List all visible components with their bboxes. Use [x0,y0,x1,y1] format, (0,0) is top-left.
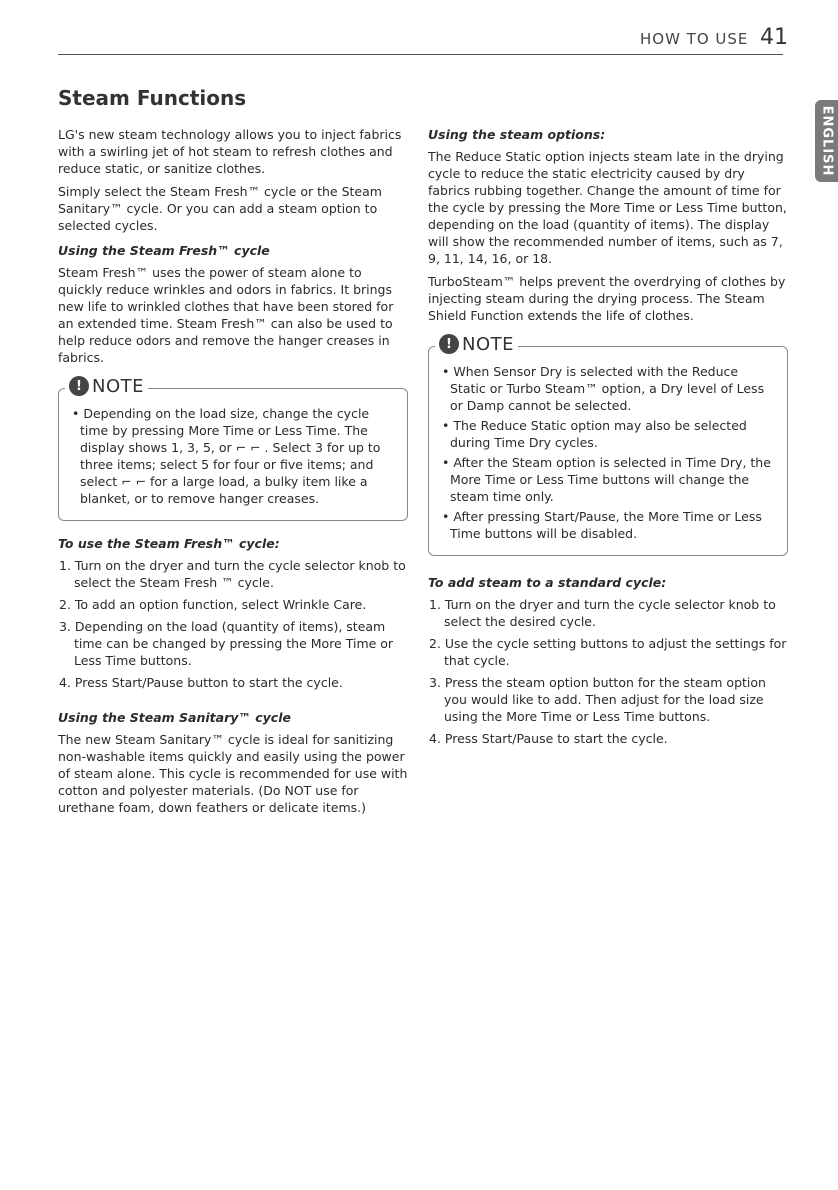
note-item: • Depending on the load size, change the cycle time by pressing More Time or Less Time. The display shows 1, 3, 5, or ⌐ ⌐ . Select 3 for up to three items; select 5 for four or five items; and select ⌐ ⌐ for a large load, a bulky item like a blanket, or to remove hanger creases. [72,406,381,506]
note-box-right [428,333,788,556]
step-item: 2. To add an option function, select Wrinkle Care. [59,597,367,612]
step-item: 1. Turn on the dryer and turn the cycle selector knob to select the Steam Fresh ™ cycle. [59,558,406,590]
step-item: 4. Press Start/Pause button to start the cycle. [59,675,343,690]
steam-fresh-body: Steam Fresh™ uses the power of steam alone to quickly reduce wrinkles and odors in fabrics. It brings new life to wrinkled clothes that have been stored for an extended time. Steam Fresh™ can also be used to help reduce odors and remove the hanger creases in fabrics. [58,265,394,365]
note-box-left [58,375,408,521]
note-item: • When Sensor Dry is selected with the Reduce Static or Turbo Steam™ option, a Dry level of Less or Damp cannot be selected. [442,364,765,413]
intro-paragraph-2: Simply select the Steam Fresh™ cycle or the Steam Sanitary™ cycle. Or you can add a steam option to selected cycles. [58,184,382,233]
note-icon: ! [439,334,459,354]
step-item: 2. Use the cycle setting buttons to adjust the settings for that cycle. [429,636,787,668]
steam-options-heading: Using the steam options: [428,127,606,142]
note-icon: ! [69,376,89,396]
steam-fresh-heading: Using the Steam Fresh™ cycle [58,243,270,258]
intro-paragraph: LG's new steam technology allows you to inject fabrics with a swirling jet of hot steam to refresh clothes and reduce static, or sanitize clothes. [58,127,402,176]
note-label: NOTE [462,333,515,355]
steam-sanitary-body: The new Steam Sanitary™ cycle is ideal for sanitizing non-washable items quickly and easily using the power of steam alone. This cycle is recommended for use with cotton and polyester materials. (Do NOT use for urethane foam, down feathers or delicate items.) [58,732,408,815]
section-title: Steam Functions [58,86,247,110]
running-head: HOW TO USE [640,30,749,48]
step-item: 4. Press Start/Pause to start the cycle. [429,731,668,746]
note-label: NOTE [92,375,145,397]
use-steam-fresh-heading: To use the Steam Fresh™ cycle: [58,536,280,551]
note-item: • After the Steam option is selected in Time Dry, the More Time or Less Time buttons will change the steam time only. [442,455,771,504]
page-number: 41 [760,25,788,50]
steam-options-body: The Reduce Static option injects steam late in the drying cycle to reduce the static electricity caused by dry fabrics rubbing together. Change the amount of time for the cycle by pressing the More Time or Less Time button, depending on the load (quantity of items). The display will show the recommended number of items, such as 7, 9, 11, 14, 16, or 18. [428,149,787,266]
note-header [435,334,518,354]
step-item: 1. Turn on the dryer and turn the cycle selector knob to select the desired cycle. [429,597,776,629]
step-item: 3. Depending on the load (quantity of items), steam time can be changed by pressing the More Time or Less Time buttons. [59,619,394,668]
header-rule [58,54,783,55]
note-header [65,376,148,396]
note-item: • The Reduce Static option may also be selected during Time Dry cycles. [442,418,747,450]
left-column [58,126,408,822]
step-item: 3. Press the steam option button for the steam option you would like to add. Then adjust for the load size using the More Time or Less Time buttons. [429,675,766,724]
turbosteam-body: TurboSteam™ helps prevent the overdrying of clothes by injecting steam during the drying process. The Steam Shield Function extends the life of clothes. [428,274,786,323]
steam-sanitary-heading: Using the Steam Sanitary™ cycle [58,710,291,725]
note-item: • After pressing Start/Pause, the More Time or Less Time buttons will be disabled. [442,509,762,541]
language-tab [815,100,838,182]
language-tab-label: ENGLISH [819,105,834,177]
add-steam-heading: To add steam to a standard cycle: [428,575,667,590]
right-column [428,126,788,752]
